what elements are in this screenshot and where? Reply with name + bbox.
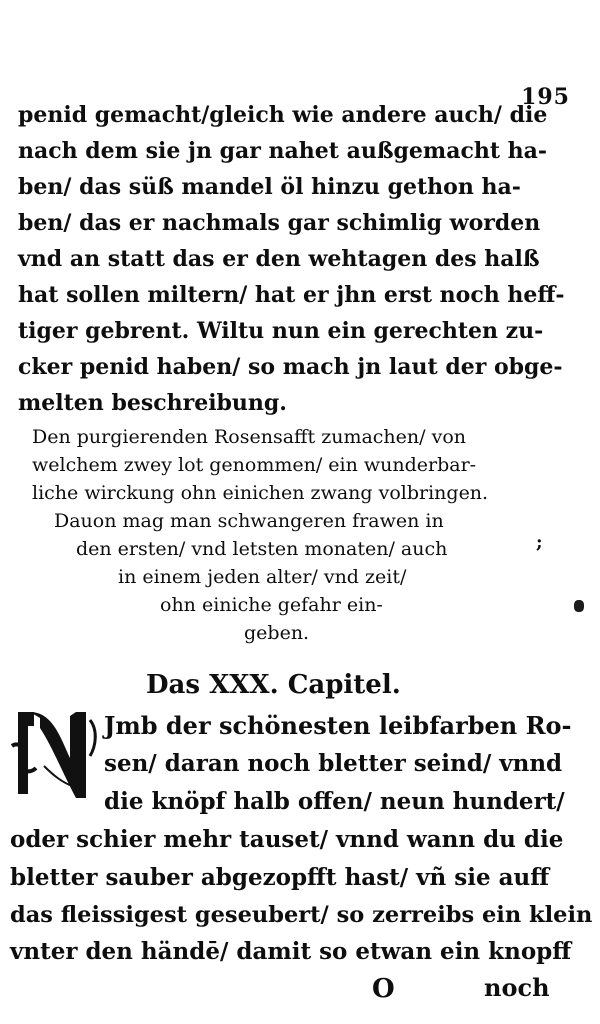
recipe-title-line: Den purgierenden Rosensafft zumachen/ von [32,426,466,448]
drop-initial-letter [10,706,100,802]
margin-mark: ; [536,532,543,553]
paragraph-line: vnd an statt das er den wehtagen des halß [18,246,540,272]
paragraph-line: tiger gebrent. Wiltu nun ein gerechten zu- [18,318,544,344]
signature-mark: O [372,974,395,1004]
chapter-text-line: das fleissigest geseubert/ so zerreibs ein klein [10,902,593,928]
chapter-text-line: bletter sauber abgezopfft hast/ vñ sie auff [10,864,550,891]
chapter-text-line: Jmb der schönesten leibfarben Ro- [104,711,572,740]
chapter-heading: Das XXX. Capitel. [146,670,401,700]
paragraph-line: ben/ das süß mandel öl hinzu gethon ha- [18,174,521,200]
ink-smudge [574,600,584,612]
recipe-title-line: in einem jeden alter/ vnd zeit/ [118,566,407,588]
paragraph-line: melten beschreibung. [18,390,287,416]
paragraph-line: ben/ das er nachmals gar schimlig worden [18,210,541,236]
recipe-title-line: den ersten/ vnd letsten monaten/ auch [76,538,448,560]
chapter-text-line: oder schier mehr tauset/ vnnd wann du die [10,826,564,853]
recipe-title-line: liche wirckung ohn einichen zwang volbringen. [32,482,489,504]
chapter-text-line: vnter den händē/ damit so etwan ein knopff [10,938,572,965]
recipe-title-line: welchem zwey lot genommen/ ein wunderbar- [32,454,477,476]
paragraph-line: hat sollen miltern/ hat er jhn erst noch heff- [18,282,565,308]
paragraph-line: penid gemacht/gleich wie andere auch/ die [18,102,548,128]
recipe-title-line: Dauon mag man schwangeren frawen in [54,510,444,532]
paragraph-line: cker penid haben/ so mach jn laut der obge- [18,354,563,380]
catchword: noch [484,973,550,1002]
chapter-text-line: die knöpf halb offen/ neun hundert/ [104,788,565,815]
chapter-text-line: sen/ daran noch bletter seind/ vnnd [104,750,563,777]
recipe-title-line: ohn einiche gefahr ein- [160,594,383,616]
paragraph-line: nach dem sie jn gar nahet außgemacht ha- [18,138,548,164]
page-number: 195 [521,84,570,110]
recipe-title-line: geben. [244,622,310,644]
